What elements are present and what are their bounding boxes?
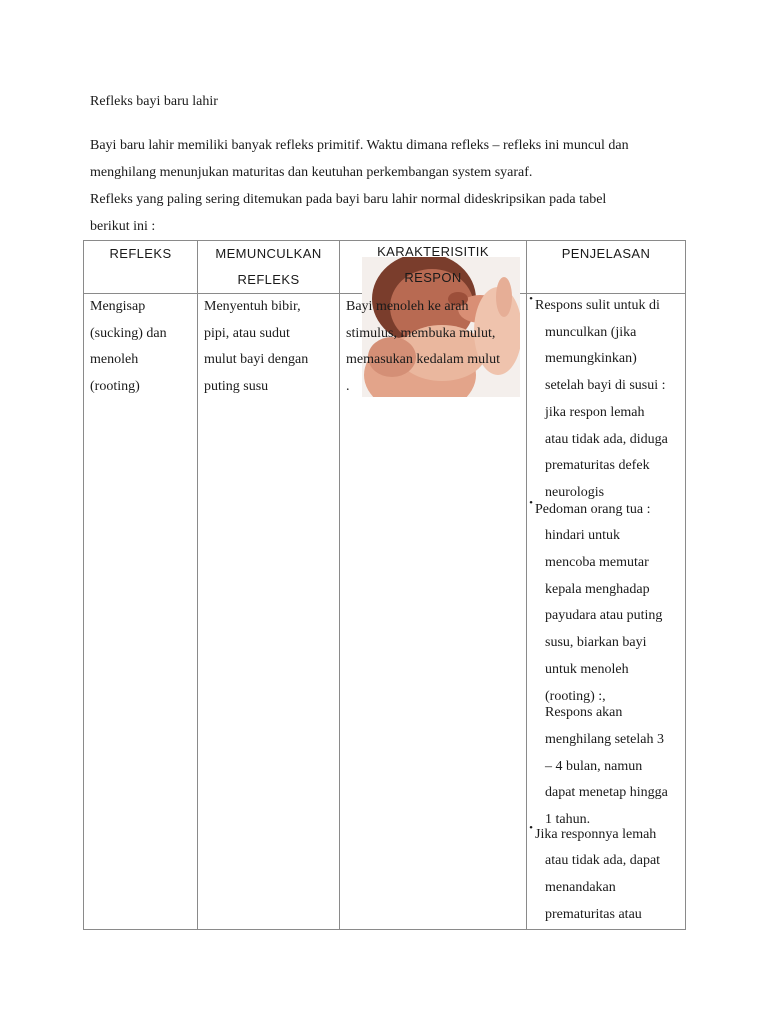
cell-penjelasan [527,294,686,930]
list-line: (rooting) :, [545,688,606,704]
list-item [527,497,685,711]
cell-line: menoleh [90,352,139,368]
cell-line: stimulus, membuka mulut, [346,325,496,341]
cell-line: Mengisap [90,299,146,314]
cell-karakteristik [340,294,527,930]
list-item [527,293,685,507]
table-header-row [84,241,686,294]
list-item [527,822,685,929]
cell-memunculkan [198,294,340,930]
text-line: berikut ini : [90,219,156,234]
list-line: dapat menetap hingga [545,785,668,801]
list-line: setelah bayi di susui : [545,378,666,394]
list-line: Respons akan [545,705,623,721]
list-line: hindari untuk [545,528,621,544]
list-line: munculkan (jika [545,324,637,340]
list-line: untuk menoleh [545,661,629,677]
table-intro-paragraph [90,186,606,240]
cell-line: (sucking) dan [90,325,167,341]
cell-refleks [84,294,198,930]
cell-line: . [346,378,350,394]
header-karakteristik [340,241,527,294]
list-line: payudara atau puting [545,608,663,624]
list-line: Respons sulit untuk di [535,298,660,313]
list-line: jika respon lemah [545,404,645,420]
list-line: atau tidak ada, dapat [545,853,661,869]
list-line: – 4 bulan, namun [545,758,643,774]
text-line: Bayi baru lahir memiliki banyak refleks primitif. Waktu dimana refleks – refleks ini muncul dan [90,138,629,153]
list-line: prematuritas atau [545,906,642,922]
cell-line: Bayi menoleh ke arah [346,299,469,314]
header-line: RESPON [404,270,462,285]
cell-line: Menyentuh bibir, [204,299,301,314]
cell-line: pipi, atau sudut [204,325,290,341]
list-line: kepala menghadap [545,581,650,597]
list-line: Pedoman orang tua : [535,501,651,517]
bullet-icon: • [529,293,533,305]
list-item [527,700,685,834]
list-line: mencoba memutar [545,555,649,571]
text-line: menghilang menunjukan maturitas dan keutuhan perkembangan system syaraf. [90,165,533,180]
cell-line: mulut bayi dengan [204,352,309,368]
header-penjelasan: PENJELASAN [527,241,686,294]
document-title: Refleks bayi baru lahir [90,94,218,109]
list-line: neurologis [545,484,605,500]
reflex-table [83,240,686,930]
header-refleks: REFLEKS [84,241,198,294]
cell-line: memasukan kedalam mulut [346,352,500,368]
text-line: Refleks yang paling sering ditemukan pada bayi baru lahir normal dideskripsikan pada tabel [90,192,607,207]
list-line: Jika responnya lemah [535,826,657,842]
list-line: atau tidak ada, diduga [545,431,668,447]
table-row [84,294,686,930]
list-line: menandakan [545,880,616,896]
intro-paragraph [90,132,629,186]
bullet-icon: • [529,496,533,509]
list-line: susu, biarkan bayi [545,635,647,651]
header-memunculkan [198,241,340,294]
header-line: KARAKTERISITIK [377,244,489,259]
cell-line: puting susu [204,378,269,394]
list-line: memungkinkan) [545,351,637,367]
list-line: 1 tahun. [545,812,591,828]
header-line: MEMUNCULKAN [215,246,322,261]
header-line: REFLEKS [237,272,300,287]
list-line: prematuritas defek [545,458,650,474]
bullet-icon: • [529,821,533,834]
cell-line: (rooting) [90,378,140,394]
list-line: menghilang setelah 3 [545,731,664,747]
